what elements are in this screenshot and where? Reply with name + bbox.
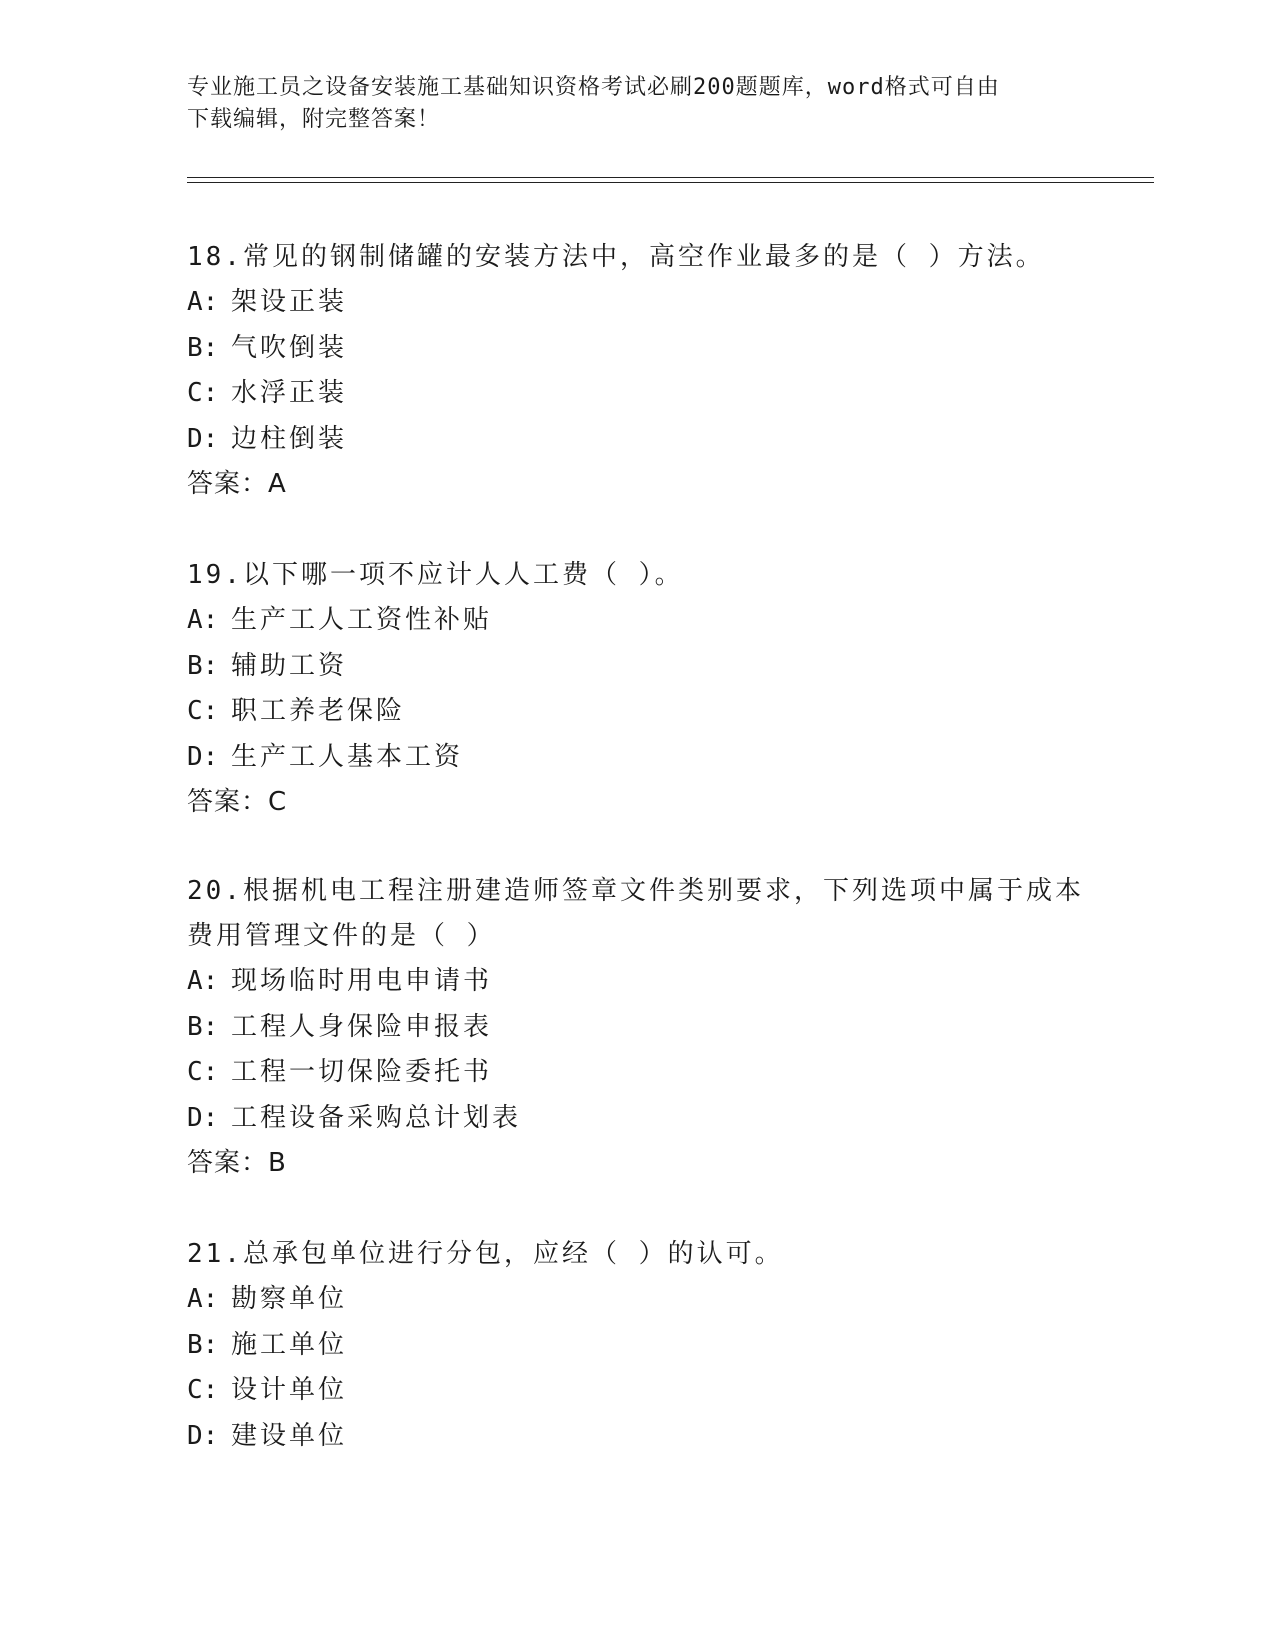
option-d	[187, 1414, 1087, 1460]
question-stem-line-1: 20.根据机电工程注册建造师签章文件类别要求，下列选项中属于成本	[187, 876, 1084, 906]
option-text: 气吹倒装	[231, 332, 348, 363]
option-b	[187, 326, 1087, 372]
question-19	[187, 553, 1087, 825]
option-text: 设计单位	[231, 1375, 348, 1405]
option-text: 施工单位	[231, 1329, 348, 1360]
option-c	[187, 371, 1087, 417]
option-text: 工程人身保险申报表	[231, 1011, 493, 1042]
option-text: 水浮正装	[231, 378, 348, 408]
question-stem: 19.以下哪一项不应计人人工费（ ）。	[187, 560, 684, 590]
option-b	[187, 1323, 1087, 1369]
option-a	[187, 1277, 1087, 1323]
header-line-2: 下载编辑，附完整答案！	[187, 107, 441, 132]
option-a	[187, 598, 1087, 644]
question-stem: 18.常见的钢制储罐的安装方法中，高空作业最多的是（ ）方法。	[187, 242, 1045, 272]
option-letter: D:	[187, 1420, 219, 1451]
option-c	[187, 1368, 1087, 1414]
option-letter: C:	[187, 1057, 219, 1087]
document-header	[187, 72, 1087, 136]
option-letter: B:	[187, 650, 219, 681]
option-text: 生产工人基本工资	[231, 741, 464, 772]
option-c	[187, 689, 1087, 735]
option-letter: D:	[187, 423, 219, 454]
header-line-1: 专业施工员之设备安装施工基础知识资格考试必刷200题题库，word格式可自由	[187, 75, 1000, 100]
option-text: 建设单位	[231, 1420, 348, 1451]
option-text: 架设正装	[231, 287, 348, 317]
question-18	[187, 235, 1087, 507]
option-d	[187, 1096, 1087, 1142]
option-letter: C:	[187, 378, 219, 408]
option-text: 勘察单位	[231, 1284, 348, 1314]
option-letter: A:	[187, 966, 219, 996]
option-letter: C:	[187, 696, 219, 726]
option-d	[187, 417, 1087, 463]
option-a	[187, 959, 1087, 1005]
option-text: 职工养老保险	[231, 696, 406, 726]
question-20	[187, 869, 1087, 1186]
option-letter: B:	[187, 1011, 219, 1042]
option-d	[187, 735, 1087, 781]
answer-line: 答案：C	[187, 787, 288, 817]
option-b	[187, 644, 1087, 690]
option-letter: D:	[187, 741, 219, 772]
option-text: 生产工人工资性补贴	[231, 605, 493, 635]
option-text: 工程设备采购总计划表	[231, 1102, 522, 1133]
option-a	[187, 280, 1087, 326]
option-c	[187, 1050, 1087, 1096]
option-b	[187, 1005, 1087, 1051]
option-letter: A:	[187, 287, 219, 317]
question-stem-line-2: 费用管理文件的是（ ）	[187, 921, 496, 951]
option-text: 现场临时用电申请书	[231, 966, 493, 996]
option-text: 辅助工资	[231, 650, 348, 681]
option-letter: B:	[187, 332, 219, 363]
option-letter: A:	[187, 605, 219, 635]
option-letter: B:	[187, 1329, 219, 1360]
option-text: 工程一切保险委托书	[231, 1057, 493, 1087]
header-double-rule	[187, 177, 1154, 183]
answer-line: 答案：B	[187, 1148, 287, 1178]
option-letter: C:	[187, 1375, 219, 1405]
question-21	[187, 1232, 1087, 1459]
answer-line: 答案：A	[187, 469, 287, 499]
question-stem: 21.总承包单位进行分包，应经（ ）的认可。	[187, 1239, 784, 1269]
option-text: 边柱倒装	[231, 423, 348, 454]
option-letter: A:	[187, 1284, 219, 1314]
option-letter: D:	[187, 1102, 219, 1133]
